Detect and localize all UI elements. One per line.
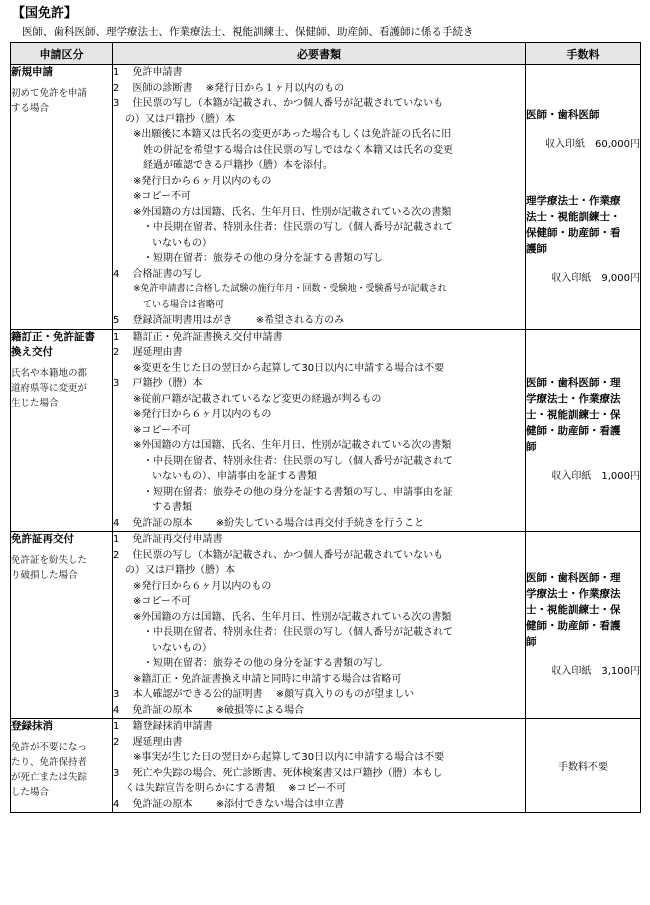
document-line: 3 死亡や失踪の場合、死亡診断書、死体検案書又は戸籍抄（謄）本もし	[113, 767, 443, 779]
documents-cell	[113, 532, 526, 719]
fee-amount: 収入印紙 60,000円	[545, 138, 640, 150]
fee-cell	[526, 329, 641, 532]
table-row	[11, 532, 641, 719]
document-line: の）又は戸籍抄（謄）本	[125, 565, 235, 576]
document-line: ・中長期在留者、特別永住者：住民票の写し（個人番号が記載されて	[143, 222, 453, 233]
document-line: いないもの）、申請事由を証する書類	[152, 471, 317, 482]
document-line: 姓の併記を希望する場合は住民票の写しではなく本籍又は氏名の変更	[143, 144, 453, 156]
fee-cell	[526, 719, 641, 813]
table-row	[11, 65, 641, 330]
document-line: ※事実が生じた日の翌日から起算して30日以内に申請する場合は不要	[133, 752, 445, 763]
document-line: 3 本人確認ができる公的証明書 ※顔写真入りのものが望ましい	[113, 689, 415, 700]
document-line: ※籍訂正・免許証書換え申請と同時に申請する場合は省略可	[133, 673, 402, 685]
document-line: ※発行日から６ヶ月以内のもの	[133, 580, 272, 592]
fee-amount: 収入印紙 1,000円	[551, 471, 640, 483]
document-line: 経過が確認できる戸籍抄（謄）本を添付。	[143, 160, 333, 171]
category-cell	[11, 65, 113, 330]
document-line: くは失踪宣告を明らかにする書類 ※コピー不可	[125, 783, 347, 794]
document-line: いないもの）	[152, 237, 212, 249]
document-line: ・短期在留者：旅券その他の身分を証する書類の写し、申請事由を証	[143, 486, 453, 498]
document-line: ・短期在留者：旅券その他の身分を証する書類の写し	[143, 253, 383, 264]
document-line: ※コピー不可	[133, 596, 191, 607]
document-line: ている場合は省略可	[143, 299, 225, 310]
document-line: ※出願後に本籍又は氏名の変更があった場合もしくは免許証の氏名に旧	[133, 129, 452, 140]
document-line: ・中長期在留者、特別永住者：住民票の写し（個人番号が記載されて	[143, 455, 453, 467]
document-line: ※外国籍の方は国籍、氏名、生年月日、性別が記載されている次の書類	[133, 611, 452, 623]
document-line: ※外国籍の方は国籍、氏名、生年月日、性別が記載されている次の書類	[133, 206, 452, 218]
fee-target: 理学療法士・作業療 法士・視能訓練士・ 保健師・助産師・看 護師	[526, 194, 621, 255]
category-note: 免許証を紛失した り破損した場合	[11, 555, 88, 581]
category-note: 氏名や本籍地の都 道府県等に変更が 生じた場合	[11, 367, 88, 409]
category-note: 免許が不要になっ たり、免許保持者 が死亡または失踪 した場合	[11, 742, 88, 798]
category-name: 登録抹消	[11, 720, 53, 732]
fee-block	[526, 570, 640, 680]
document-line: ※外国籍の方は国籍、氏名、生年月日、性別が記載されている次の書類	[133, 440, 452, 451]
document-line: 2 遅延理由書	[113, 347, 183, 358]
document-line: 1 免許申請書	[113, 67, 183, 78]
document-line: 2 医師の診断書 ※発行日から１ヶ月以内のもの	[113, 82, 345, 94]
page-subtitle: 医師、歯科医師、理学療法士、作業療法士、視能訓練士、保健師、助産師、看護師に係る手続き	[22, 26, 474, 38]
header-fee: 手数料	[526, 43, 641, 65]
header-documents: 必要書類	[113, 43, 526, 65]
table-row	[11, 329, 641, 532]
fee-amount: 収入印紙 3,100円	[551, 666, 640, 677]
fee-block	[526, 107, 640, 153]
document-line: ※発行日から６ヶ月以内のもの	[133, 409, 272, 420]
document-line: 4 免許証の原本 ※添付できない場合は申立書	[113, 798, 345, 810]
document-line: ・中長期在留者、特別永住者：住民票の写し（個人番号が記載されて	[143, 627, 453, 638]
category-cell	[11, 719, 113, 813]
fee-block	[526, 758, 640, 773]
document-line: 3 住民票の写し（本籍が記載され、かつ個人番号が記載されていないも	[113, 98, 444, 109]
document-line: ※コピー不可	[133, 424, 191, 436]
category-name: 新規申請	[11, 66, 53, 78]
category-cell	[11, 329, 113, 532]
fee-target: 医師・歯科医師・理 学療法士・作業療法 士・視能訓練士・保 健師・助産師・看護 師	[526, 572, 621, 648]
document-line: 2 遅延理由書	[113, 736, 183, 748]
document-line: ※変更を生じた日の翌日から起算して30日以内に申請する場合は不要	[133, 362, 445, 374]
document-line: の）又は戸籍抄（謄）本	[125, 113, 235, 125]
table-header-row	[11, 43, 641, 65]
table-row	[11, 719, 641, 813]
category-name: 免許証再交付	[11, 533, 74, 545]
fee-amount: 収入印紙 9,000円	[551, 272, 640, 284]
document-line: 4 免許証の原本 ※破損等による場合	[113, 704, 305, 716]
document-line: 4 免許証の原本 ※紛失している場合は再交付手続きを行うこと	[113, 517, 425, 529]
category-cell	[11, 532, 113, 719]
documents-cell	[113, 719, 526, 813]
fee-cell	[526, 532, 641, 719]
documents-cell	[113, 65, 526, 330]
document-line: ・短期在留者：旅券その他の身分を証する書類の写し	[143, 658, 383, 669]
procedure-table	[10, 42, 641, 813]
document-line: ※発行日から６ヶ月以内のもの	[133, 175, 272, 187]
document-line: ※従前戸籍が記載されているなど変更の経過が判るもの	[133, 393, 382, 405]
category-note: 初めて免許を申請 する場合	[11, 88, 88, 114]
document-line: 1 籍訂正・免許証書換え交付申請書	[113, 331, 283, 343]
fee-block	[526, 375, 640, 485]
document-line: ※コピー不可	[133, 191, 191, 202]
document-line: 1 免許証再交付申請書	[113, 534, 223, 545]
fee-target: 医師・歯科医師・理 学療法士・作業療法 士・視能訓練士・保 健師・助産師・看護 師	[526, 377, 621, 454]
document-line: 4 合格証書の写し	[113, 268, 203, 280]
document-line: する書類	[152, 502, 192, 513]
fee-block	[526, 193, 640, 287]
document-line: 3 戸籍抄（謄）本	[113, 378, 203, 389]
category-name: 籍訂正・免許証書 換え交付	[11, 330, 95, 358]
fee-amount: 手数料不要	[558, 762, 608, 773]
fee-cell	[526, 65, 641, 330]
document-line: 1 籍登録抹消申請書	[113, 721, 213, 732]
document-line: いないもの）	[152, 642, 212, 654]
document-line: 2 住民票の写し（本籍が記載され、かつ個人番号が記載されていないも	[113, 549, 444, 561]
page-title: 【国免許】	[12, 6, 78, 21]
table-body	[11, 65, 641, 813]
documents-cell	[113, 329, 526, 532]
header-category: 申請区分	[11, 43, 113, 65]
document-line: 5 登録済証明書用はがき ※希望される方のみ	[113, 315, 345, 326]
fee-target: 医師・歯科医師	[526, 108, 600, 121]
document-line: ※免許申請書に合格した試験の施行年月・回数・受験地・受験番号が記載され	[133, 284, 447, 294]
